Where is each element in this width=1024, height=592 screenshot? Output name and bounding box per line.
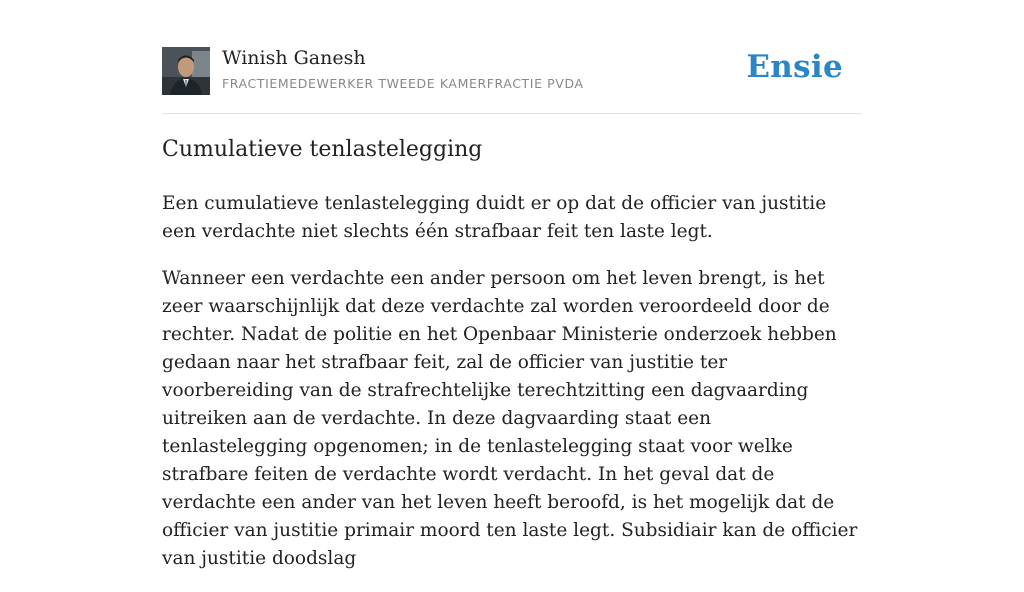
article-header [162, 47, 862, 114]
article-page [162, 0, 862, 569]
ensie-logo[interactable]: Ensie [746, 49, 843, 85]
article-paragraph: Wanneer een verdachte een ander persoon om het leven brengt, is het zeer waarschijnlijk dat deze verdachte zal worden veroordeeld door de rechter. Nadat de politie en het Openbaar Ministerie onderzoek hebben gedaan naar het strafbaar feit, zal de officier van justitie ter voorbereiding van de strafrechtelijke terechtzitting een dagvaarding uitreiken aan de verdachte. In deze dagvaarding staat een tenlastelegging opgenomen; in de tenlastelegging staat voor welke strafbare feiten de verdachte wordt verdacht. In het geval dat de verdachte een ander van het leven heeft beroofd, is het mogelijk dat de officier van justitie primair moord ten laste legt. Subsidiair kan de officier van justitie doodslag [162, 268, 858, 569]
author-name[interactable]: Winish Ganesh [222, 47, 366, 69]
article-body [162, 190, 862, 592]
article-paragraph: Een cumulatieve tenlastelegging duidt er op dat de officier van justitie een verdachte niet slechts één strafbaar feit ten laste legt. [162, 193, 827, 242]
article-title: Cumulatieve tenlastelegging [162, 137, 483, 162]
author-role: FRACTIEMEDEWERKER TWEEDE KAMERFRACTIE PVDA [222, 76, 584, 91]
avatar-photo-icon [162, 47, 210, 95]
author-avatar[interactable] [162, 47, 210, 95]
